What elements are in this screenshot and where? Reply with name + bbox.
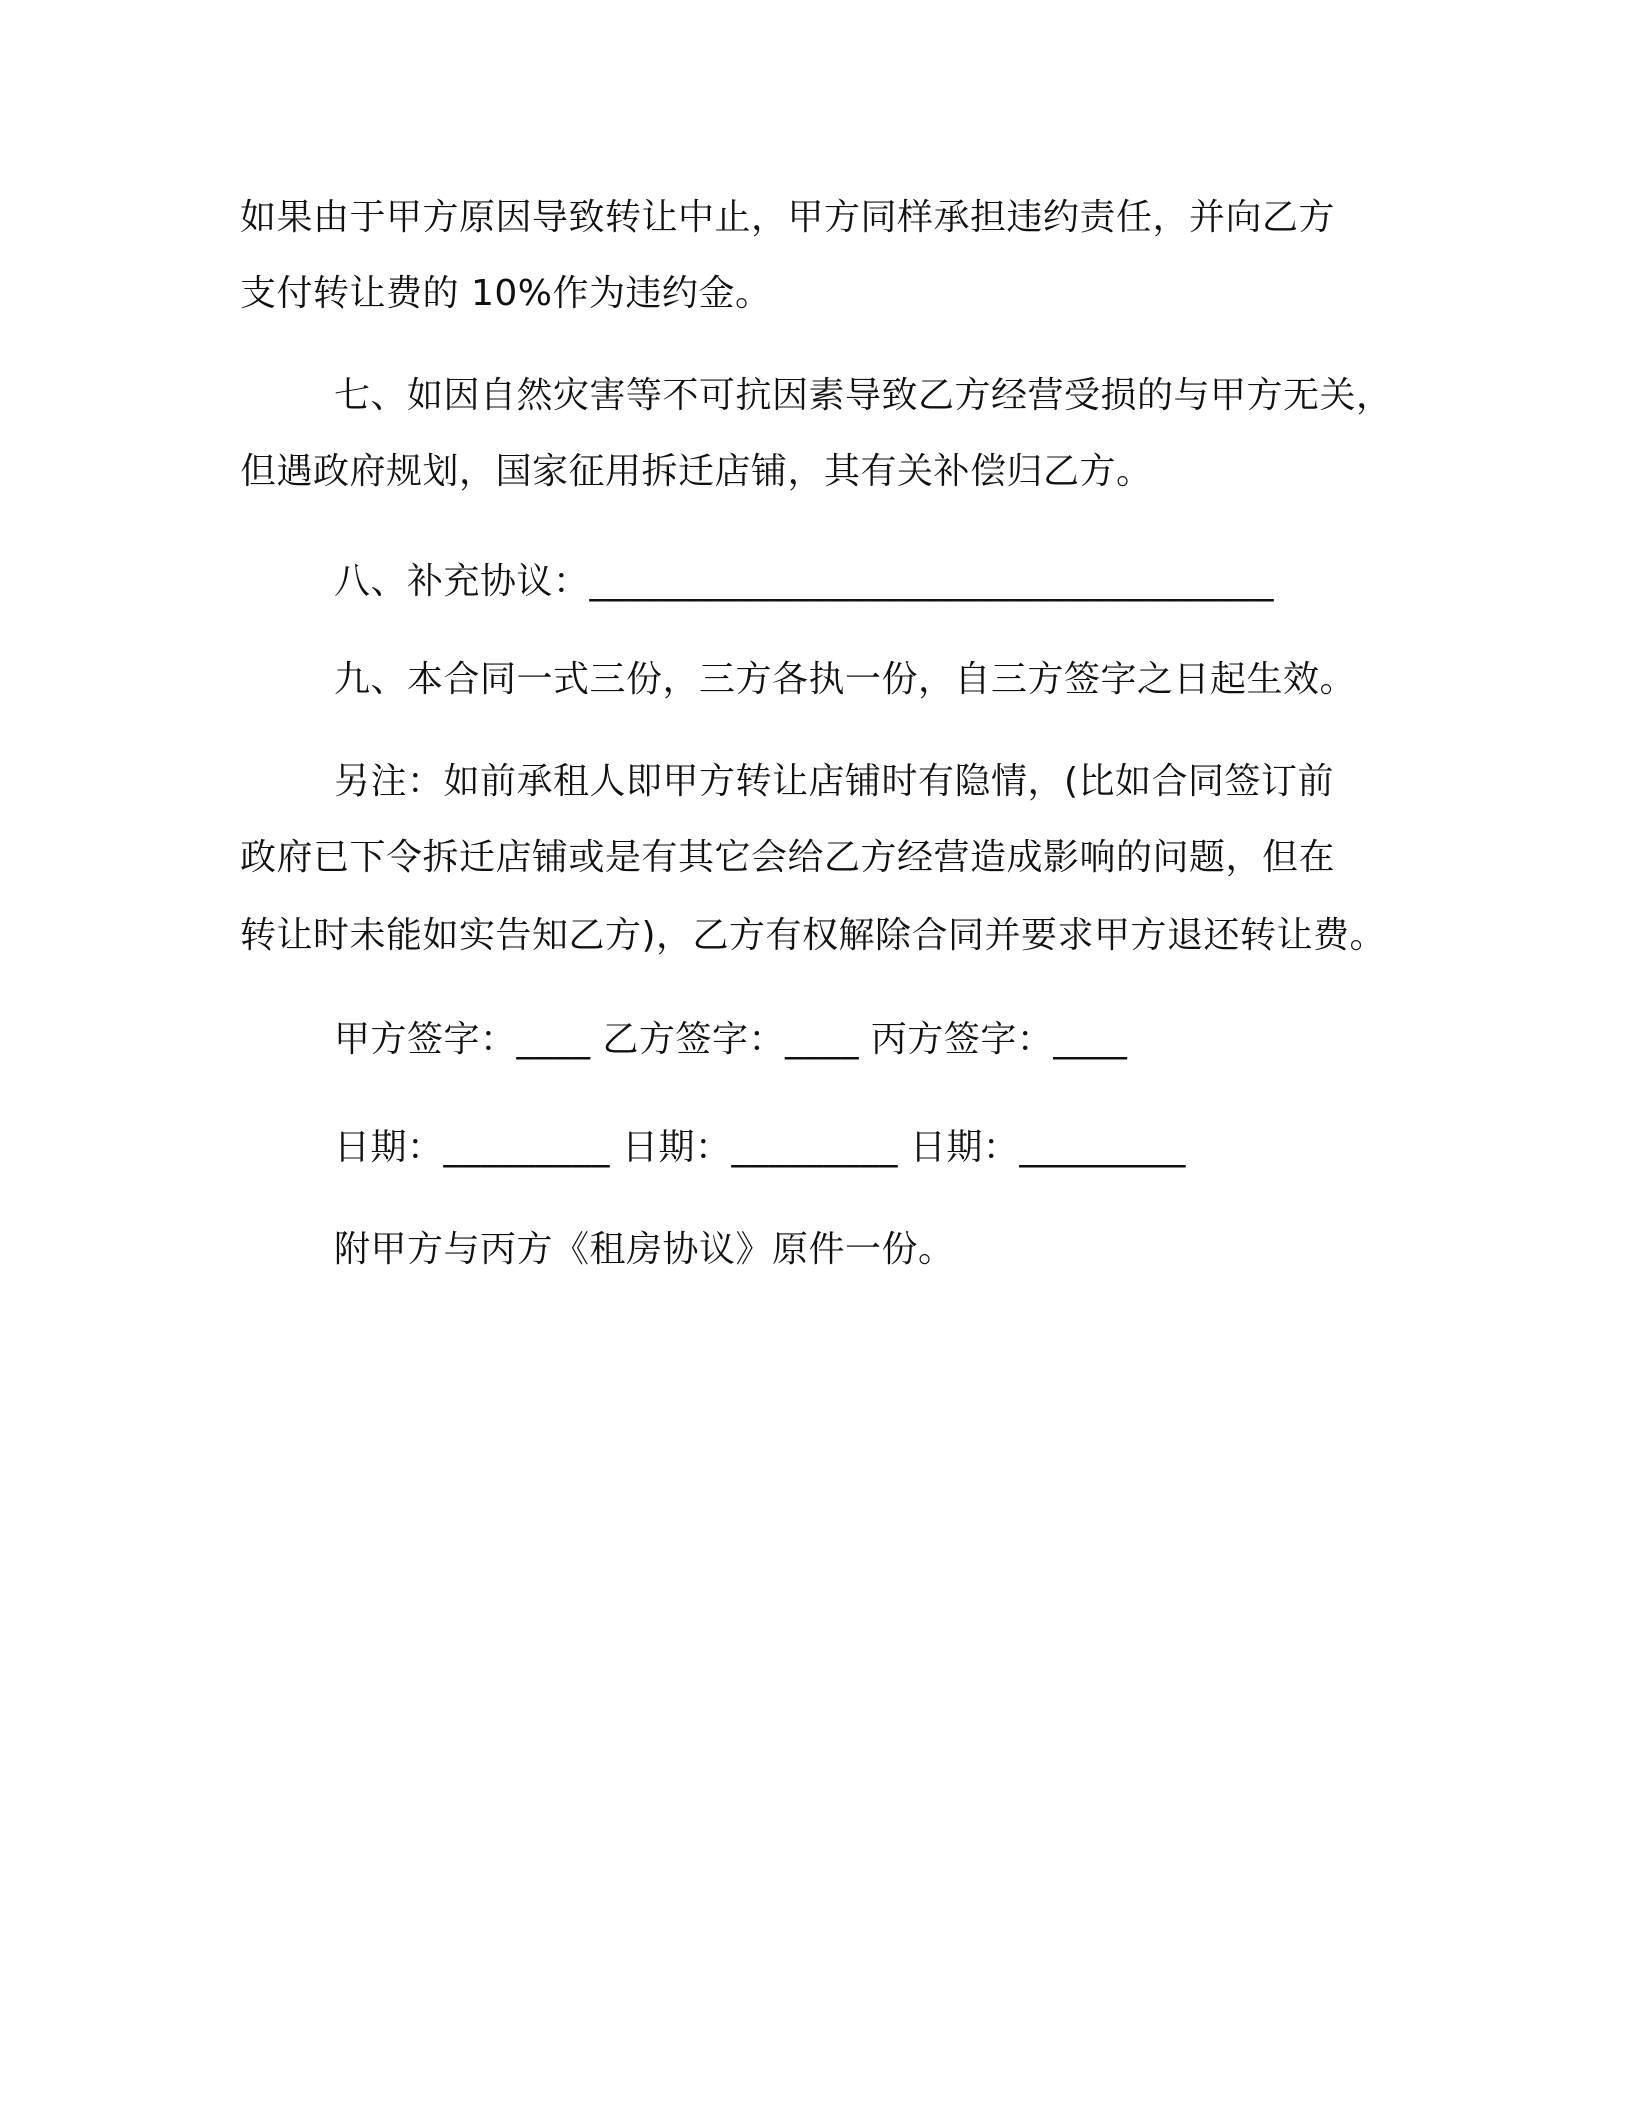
note-line-1: 另注：如前承租人即甲方转让店铺时有隐情，(比如合同签订前 bbox=[334, 761, 1335, 802]
paragraph-6-line-1: 如果由于甲方原因导致转让中止，甲方同样承担违约责任，并向乙方 bbox=[240, 197, 1336, 238]
paragraph-7-line-2: 但遇政府规划，国家征用拆迁店铺，其有关补偿归乙方。 bbox=[240, 451, 1153, 492]
note-line-2: 政府已下令拆迁店铺或是有其它会给乙方经营造成影响的问题，但在 bbox=[240, 837, 1336, 878]
paragraph-9-copies: 九、本合同一式三份，三方各执一份，自三方签字之日起生效。 bbox=[334, 659, 1357, 700]
note-line-3: 转让时未能如实告知乙方)，乙方有权解除合同并要求甲方退还转让费。 bbox=[240, 915, 1387, 956]
paragraph-8-supplementary: 八、补充协议：_____________________________________ bbox=[334, 561, 1275, 602]
date-line: 日期：_________ 日期：_________ 日期：_________ bbox=[334, 1127, 1186, 1168]
paragraph-7-line-1: 七、如因自然灾害等不可抗因素导致乙方经营受损的与甲方无关， bbox=[334, 375, 1393, 416]
attachment-line: 附甲方与丙方《租房协议》原件一份。 bbox=[334, 1229, 955, 1270]
signature-line: 甲方签字：____ 乙方签字：____ 丙方签字：____ bbox=[334, 1019, 1128, 1060]
paragraph-6-line-2: 支付转让费的 10%作为违约金。 bbox=[240, 273, 772, 314]
